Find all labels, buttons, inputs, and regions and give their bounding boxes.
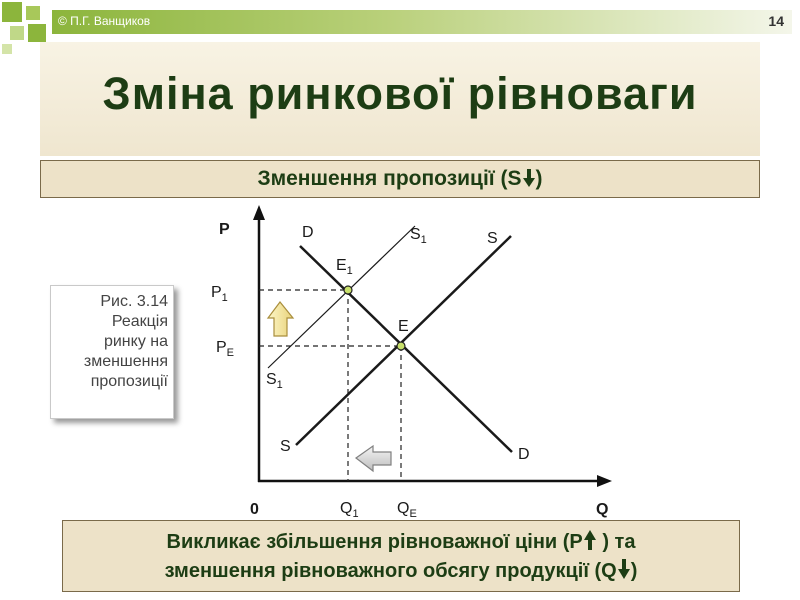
figure-caption: Рис. 3.14 Реакція ринку на зменшення пропозиції: [83, 293, 168, 390]
supply-label-bottom: S: [280, 438, 291, 455]
supply-curve-s: [296, 236, 511, 445]
supply-curve-s1: [268, 226, 415, 368]
s1-bottom-main: S: [266, 371, 277, 388]
supply-s1-label-bottom: [266, 371, 283, 391]
pe-label-sub: E: [226, 347, 235, 359]
subtitle-end: ): [535, 167, 543, 190]
page-number: 14: [768, 13, 784, 29]
pe-label-main: P: [216, 339, 227, 356]
demand-label-top: D: [302, 224, 314, 241]
slide-title: Зміна ринкової рівноваги: [102, 68, 698, 119]
p1-label: [211, 284, 228, 304]
conclusion-line-2-end: ): [630, 560, 638, 582]
q1-label: [340, 500, 359, 520]
up-arrow-icon: [583, 529, 597, 551]
pe-label: [216, 339, 234, 359]
q-axis-arrowhead: [597, 475, 612, 487]
up-arrow-icon: [268, 302, 293, 336]
origin-label: 0: [250, 501, 259, 518]
q-axis-label: Q: [596, 501, 609, 518]
conclusion-line-2-start: зменшення рівноважного обсягу продукції (Q: [164, 560, 617, 582]
e1-label: [336, 257, 353, 277]
demand-label-bottom: D: [518, 446, 530, 463]
e-label: E: [398, 318, 409, 335]
conclusion-line-2: [62, 557, 740, 586]
demand-curve: [300, 246, 512, 452]
p1-label-sub: 1: [221, 292, 228, 304]
q1-label-main: Q: [340, 500, 353, 517]
qe-label: [397, 500, 417, 520]
p-axis-arrowhead: [253, 205, 265, 220]
e1-label-sub: 1: [346, 265, 353, 277]
conclusion-line-1-start: Викликає збільшення рівноважної ціни (Р: [166, 531, 583, 553]
p1-label-main: P: [211, 284, 222, 301]
e1-label-main: E: [336, 257, 347, 274]
down-arrow-icon: [617, 558, 631, 580]
supply-s1-label-top: [410, 226, 427, 246]
subtitle-text: Зменшення пропозиції (S: [257, 167, 522, 190]
s1-top-sub: 1: [420, 234, 427, 246]
supply-label-top: S: [487, 230, 498, 247]
conclusion-line-1-end: ) та: [596, 531, 636, 553]
left-arrow-icon: [356, 446, 391, 471]
q1-label-sub: 1: [352, 508, 359, 520]
point-e1: [344, 286, 352, 294]
point-e: [397, 342, 405, 350]
copyright-text: © П.Г. Ванщиков: [58, 14, 151, 28]
p-axis-label: P: [219, 221, 230, 238]
s1-top-main: S: [410, 226, 421, 243]
conclusion-text: [62, 528, 740, 586]
s1-bottom-sub: 1: [276, 379, 283, 391]
conclusion-line-1: [62, 528, 740, 557]
qe-label-main: Q: [397, 500, 410, 517]
qe-label-sub: E: [409, 508, 417, 520]
